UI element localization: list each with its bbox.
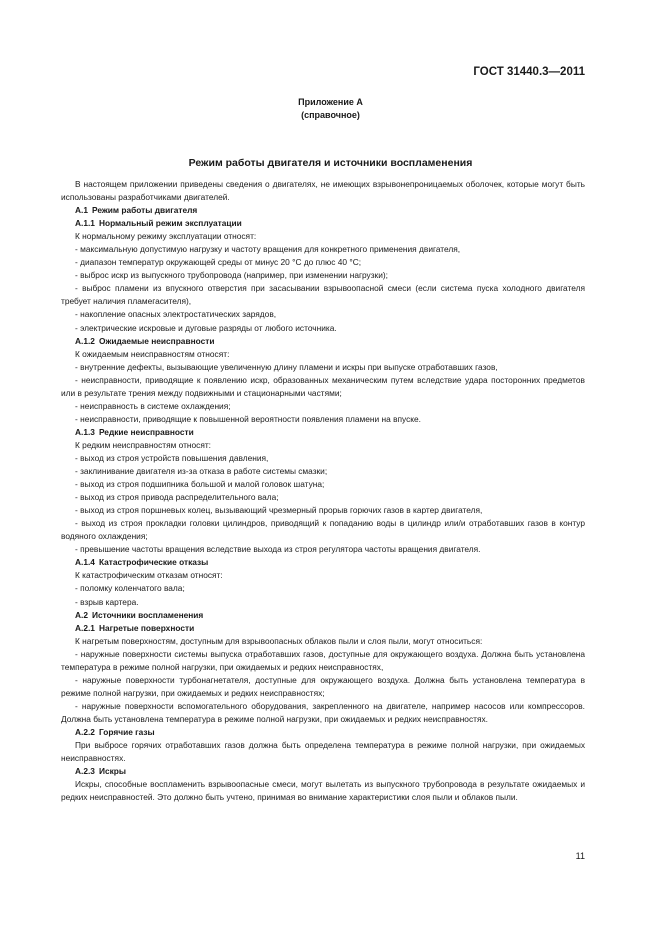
paragraph: - превышение частоты вращения вследствие выхода из строя регулятора частоты вращения двигателя.	[75, 544, 481, 555]
paragraph: - неисправности, приводящие к повышенной вероятности появления пламени на впуске.	[75, 413, 421, 424]
paragraph: При выбросе горячих отработавших газов должна быть определена температура в режиме полной нагрузки, при ожидаемых неисправностях.	[61, 740, 585, 764]
paragraph: - выход из строя поршневых колец, вызывающий чрезмерный прорыв горючих газов в картер двигателя,	[75, 505, 483, 516]
section-heading	[61, 622, 585, 635]
section-title: Катастрофические отказы	[98, 557, 209, 568]
paragraph: - неисправности, приводящие к появлению искр, образованных механическим путем вследствие удара посторонних предметов или в результате трения между подвижными и стационарными частями;	[61, 374, 585, 398]
paragraph: - неисправность в системе охлаждения;	[75, 400, 231, 411]
section-title: Источники воспламенения	[91, 609, 204, 620]
section-number: А.2.2	[75, 726, 95, 737]
paragraph: - наружные поверхности системы выпуска отработавших газов, доступные для окружающего воздуха. Должна быть установлена температура в режиме полной нагрузки, при ожидаемых и редких неисправностях,	[61, 648, 585, 672]
section-number: А.2.3	[75, 766, 95, 777]
section-heading	[61, 765, 585, 778]
section-title: Нагретые поверхности	[98, 622, 195, 633]
section-title: Искры	[98, 766, 126, 777]
annex-title: Режим работы двигателя и источники воспламенения	[188, 157, 473, 169]
section-number: А.1.3	[75, 426, 95, 437]
annex-type: (справочное)	[301, 110, 360, 120]
section-heading	[61, 204, 585, 217]
page-number: 11	[575, 851, 585, 861]
paragraph: К нагретым поверхностям, доступным для взрывоопасных облаков пыли и слоя пыли, могут относиться:	[75, 635, 483, 646]
section-number: А.1.2	[75, 335, 95, 346]
paragraph: - поломку коленчатого вала;	[75, 583, 185, 594]
paragraph: - заклинивание двигателя из-за отказа в работе системы смазки;	[75, 466, 328, 477]
paragraph: К нормальному режиму эксплуатации относят:	[75, 231, 257, 242]
section-number: А.1	[75, 205, 88, 216]
section-heading	[61, 556, 585, 569]
section-title: Редкие неисправности	[98, 426, 194, 437]
paragraph: - диапазон температур окружающей среды от минус 20 °С до плюс 40 °С;	[75, 257, 362, 268]
section-heading	[61, 335, 585, 348]
section-heading	[61, 217, 585, 230]
section-title: Режим работы двигателя	[91, 205, 198, 216]
paragraph: - электрические искровые и дуговые разряды от любого источника.	[75, 322, 337, 333]
section-number: А.1.1	[75, 218, 95, 229]
section-title: Нормальный режим эксплуатации	[98, 218, 242, 229]
paragraph: К ожидаемым неисправностям относят:	[75, 348, 230, 359]
paragraph: - выброс искр из выпускного трубопровода (например, при изменении нагрузки);	[75, 270, 388, 281]
paragraph: - выброс пламени из впускного отверстия при засасывании взрывоопасной смеси (если система пуска холодного двигателя требует наличия пламегасителя),	[61, 283, 585, 307]
section-heading	[61, 426, 585, 439]
paragraph: - взрыв картера.	[75, 596, 139, 607]
paragraph: Искры, способные воспламенить взрывоопасные смеси, могут вылетать из выпускного трубопровода в результате ожидаемых и редких неисправностей. Это должно быть учтено, принимая во внимание характеристики слоя пыли и облаков пыли.	[61, 779, 585, 803]
section-heading	[61, 726, 585, 739]
paragraph: - внутренние дефекты, вызывающие увеличенную длину пламени и искры при выпуске отработавших газов,	[75, 361, 498, 372]
section-number: А.2	[75, 609, 88, 620]
paragraph: - накопление опасных электростатических зарядов,	[75, 309, 277, 320]
paragraph: К катастрофическим отказам относят:	[75, 570, 223, 581]
section-title: Ожидаемые неисправности	[98, 335, 215, 346]
paragraph: В настоящем приложении приведены сведения о двигателях, не имеющих взрывонепроницаемых оболочек, которые могут быть использованы разработчиками двигателей.	[61, 179, 585, 203]
standard-designation: ГОСТ 31440.3—2011	[473, 66, 585, 78]
paragraph: - наружные поверхности турбонагнетателя, доступные для окружающего воздуха. Должна быть установлена температура в режиме полной нагрузки, при ожидаемых и редких неисправностях;	[61, 674, 585, 698]
paragraph: К редким неисправностям относят:	[75, 439, 211, 450]
annex-label: Приложение А	[298, 97, 363, 107]
paragraph: - максимальную допустимую нагрузку и частоту вращения для конкретного применения двигателя,	[75, 244, 461, 255]
paragraph: - выход из строя прокладки головки цилиндров, приводящий к попаданию воды в цилиндр или/и отработавших газов в контур водяного охлаждения;	[61, 518, 585, 542]
section-number: А.2.1	[75, 622, 95, 633]
document-body	[61, 178, 585, 804]
paragraph: - наружные поверхности вспомогательного оборудования, закрепленного на двигателе, например насосов или компрессоров. Должна быть установлена температура в режиме полной нагрузки, при ожидаемых и редких неисправностях.	[61, 700, 585, 724]
section-number: А.1.4	[75, 557, 95, 568]
paragraph: - выход из строя подшипника большой и малой головок шатуна;	[75, 479, 325, 490]
section-heading	[61, 609, 585, 622]
paragraph: - выход из строя устройств повышения давления,	[75, 452, 269, 463]
section-title: Горячие газы	[98, 726, 155, 737]
paragraph: - выход из строя привода распределительного вала;	[75, 492, 279, 503]
